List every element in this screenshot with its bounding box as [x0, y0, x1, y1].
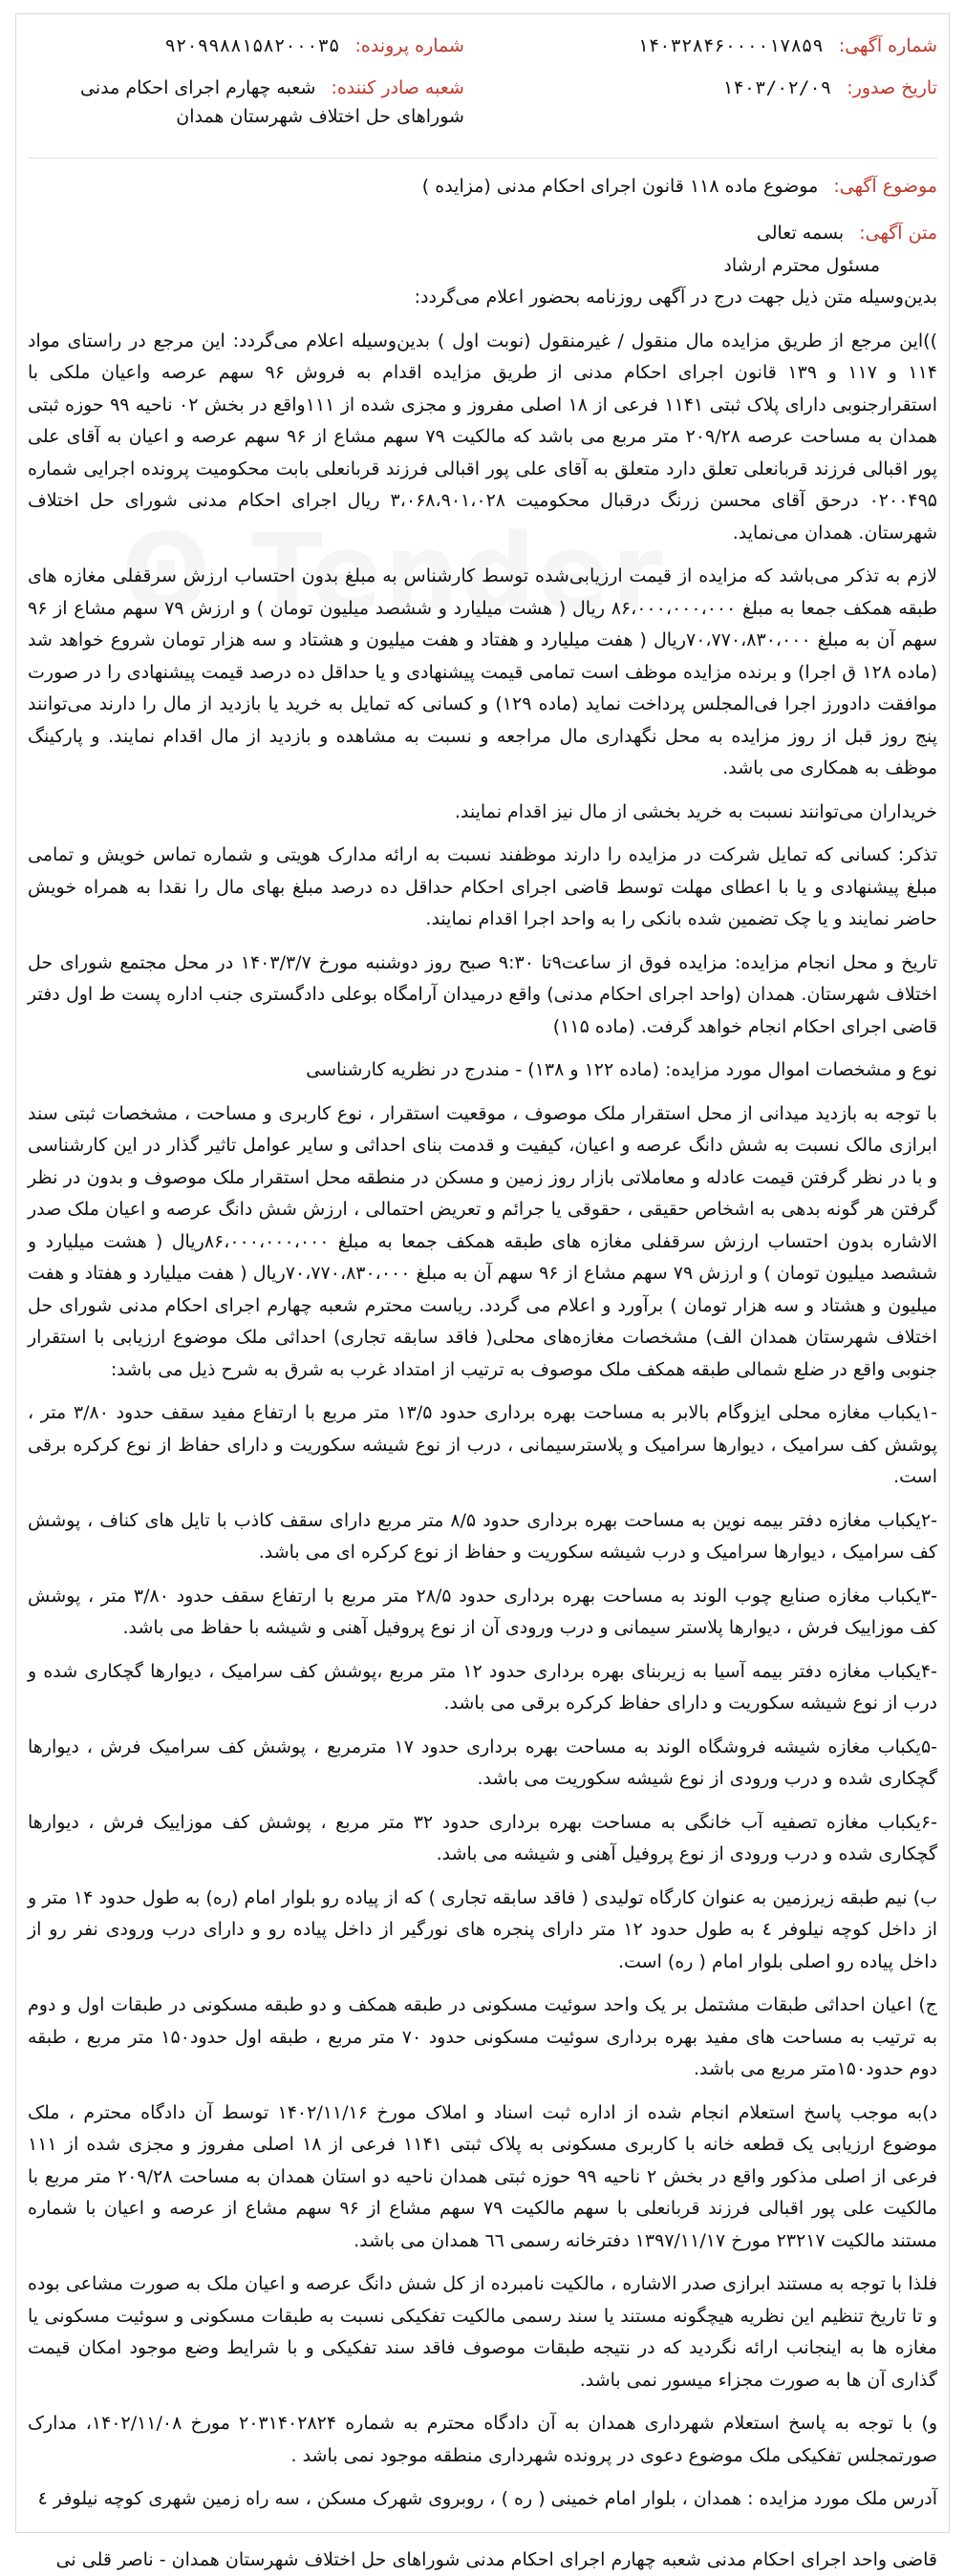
salutation: مسئول محترم ارشاد	[28, 250, 880, 283]
case-number-row	[28, 32, 464, 60]
subject-label: موضوع آگهی:	[833, 176, 937, 197]
notice-paragraph: با توجه به بازدید میدانی از محل استقرار ملک موصوف ، موقعیت استقرار ، نوع کاربری و مساحت ، مشخصات ثبتی سند ابرازی مالک نسبت به شش دانگ عرصه و اعیان، کیفیت و قدمت بنای احداثی و سایر عوامل تاثیر گذار در این کارشناسی و با در نظر گرفتن قیمت عادله و معاملاتی بازار روز زمین و مسکن در منطقه محل استقرار ملک موصوف و بدون در نظر گرفتن هر گونه بدهی به اشخاص حقیقی ، حقوقی یا جرائم و تعریض احتمالی ، ارزش شش دانگ عرصه و اعیان ملک صدر الاشاره بدون احتساب ارزش سرقفلی مغازه های طبقه همکف جمعا به مبلغ ۸۶،۰۰۰،۰۰۰،۰۰۰ریال ( هشت میلیارد و ششصد میلیون تومان ) و ارزش ۷۹ سهم مشاع از ۹۶ سهم آن به مبلغ ۷۰،۷۷۰،۸۳۰،۰۰۰ریال ( هفت میلیارد و هفتاد و هفت میلیون و هشتاد و سه هزار تومان ) برآورد و اعلام می گردد. ریاست محترم شعبه چهارم اجرای احکام مدنی شورای حل اختلاف شهرستان همدان الف) مشخصات مغازه‌های محلی( فاقد سابقه تجاری) احداثی ملک موضوع ارزیابی با استقرار جنوبی واقع در ضلع شمالی طبقه همکف ملک موصوف به ترتیب از امتداد غرب به شرق به شرح ذیل می باشد:	[28, 1098, 937, 1387]
issuer-row	[28, 74, 464, 131]
notice-paragraph: فلذا با توجه به مستند ابرازی صدر الاشاره ، مالکیت نامبرده از کل شش دانگ عرصه و اعیان ملک به صورت مشاعی بوده و تا تاریخ تنظیم این نظریه هیچگونه مستند یا سند رسمی مالکیت تفکیکی نسبت به طبقات مسکونی و سوئیت مسکونی یا مغازه ها به اینجانب ارائه نگردید که در نتیجه طبقات موصوف فاقد سند تفکیکی و با شرایط وضع موجود امکان قیمت گذاری آن ها به صورت مجزاء میسور نمی باشد.	[28, 2268, 937, 2396]
notice-paragraph: ب) نیم طبقه زیرزمین به عنوان کارگاه تولیدی ( فاقد سابقه تجاری ) که از پیاده رو بلوار امام (ره) به طول حدود ۱۴ متر و از داخل کوچه نیلوفر ٤ به طول حدود ۱۲ متر دارای پنجره های نورگیر از داخل پیاده رو و دارای درب ورودی نفر رو از داخل پیاده رو اصلی بلوار امام ( ره) است.	[28, 1883, 937, 1979]
notice-paragraph: -۶یکباب مغازه تصفیه آب خانگی به مساحت بهره برداری حدود ۳۲ متر مربع ، پوشش کف موزاییک فرش ، دیوارها گچکاری شده و درب ورودی از نوع پروفیل آهنی و شیشه می باشد.	[28, 1807, 937, 1871]
paragraph-list	[28, 282, 937, 2516]
notice-paragraph: ج) اعیان احداثی طبقات مشتمل بر یک واحد سوئیت مسکونی در طبقه همکف و دو طبقه مسکونی در طبقات اول و دوم به ترتیب به مساحت های مفید بهره برداری سوئیت مسکونی حدود ۷۰ متر مربع ، طبقه اول حدود۱۵۰ متر مربع ، طبقه دوم حدود۱۵۰متر مربع می باشد.	[28, 1990, 937, 2086]
notice-paragraph: -۲یکباب مغازه دفتر بیمه نوین به مساحت بهره برداری حدود ۸/۵ متر مربع دارای سقف کاذب با تایل های کناف ، پوشش کف سرامیک ، دیوارها سرامیک و درب شیشه سکوریت و حفاظ از نوع کرکره ای می باشد.	[28, 1505, 937, 1569]
notice-frame	[15, 13, 950, 2533]
notice-paragraph: تاریخ و محل انجام مزایده: مزایده فوق از ساعت۹تا ۹:۳۰ صبح روز دوشنبه مورخ ۱۴۰۳/۳/۷ در محل مجتمع شورای حل اختلاف شهرستان. همدان (واحد اجرای احکام مدنی) واقع درمیدان آرامگاه بوعلی دادگستری جنب اداره پست ط اول دفتر قاضی اجرای احکام انجام خواهد گرفت. (ماده ۱۱۵)	[28, 947, 937, 1044]
subject-value: موضوع ماده ۱۱۸ قانون اجرای احکام مدنی (مزایده )	[422, 176, 819, 197]
notice-paragraph: تذکر: کسانی که تمایل شرکت در مزایده را دارند موظفند نسبت به ارائه مدارک هویتی و شماره تماس خویش و تمامی مبلغ پیشنهادی و یا با اعطای مهلت توسط قاضی اجرای احکام حداقل ده درصد مبلغ بهای مال را نقدا به همراه خویش حاضر نمایند و یا چک تضمین شده بانکی را به واحد اجرا اقدام نمایند.	[28, 840, 937, 936]
header-divider	[28, 158, 937, 159]
case-number-label: شماره پرونده:	[355, 35, 464, 56]
notice-paragraph: -۴یکباب مغازه دفتر بیمه آسیا به زیربنای بهره برداری حدود ۱۲ متر مربع ،پوشش کف سرامیک ، دیوارها گچکاری شده و درب از نوع شیشه سکوریت و دارای حفاظ کرکره برقی می باشد.	[28, 1656, 937, 1720]
header-left-column	[28, 32, 464, 144]
text-label-row	[28, 218, 937, 250]
issue-date-row	[501, 74, 937, 102]
signature-line: قاضی واحد اجرای احکام مدنی شعبه چهارم اجرای احکام مدنی شوراهای حل اختلاف شهرستان همدان - ناصر قلی نی	[28, 2544, 937, 2576]
case-number-value: ۹۲۰۹۹۸۸۱۵۸۲۰۰۰۳۵	[164, 35, 339, 56]
notice-paragraph: -۵یکباب مغازه شیشه فروشگاه الوند به مساحت بهره برداری حدود ۱۷ مترمربع ، پوشش کف سرامیک فرش ، دیوارها گچکاری شده و درب ورودی از نوع شیشه سکوریت می باشد.	[28, 1732, 937, 1796]
ad-number-row	[501, 32, 937, 60]
ad-number-label: شماره آگهی:	[839, 35, 937, 56]
issuer-value: شعبه چهارم اجرای احکام مدنی شوراهای حل اختلاف شهرستان همدان	[80, 77, 464, 127]
bismillah: بسمه تعالی	[757, 223, 844, 244]
subject-row	[28, 176, 937, 197]
notice-paragraph: -۳یکباب مغازه صنایع چوب الوند به مساحت بهره برداری حدود ۲۸/۵ متر مربع با ارتفاع سقف حدود ۳/۸۰ متر ، پوشش کف موزاییک فرش ، دیوارها پلاستر سیمانی و درب ورودی آن از نوع پروفیل آهنی و شیشه با حفاظ می باشد.	[28, 1581, 937, 1645]
issue-date-label: تاریخ صدور:	[847, 77, 937, 98]
issuer-label: شعبه صادر کننده:	[331, 77, 464, 98]
notice-paragraph: نوع و مشخصات اموال مورد مزایده: (ماده ۱۲۲ و ۱۳۸) - مندرج در نظریه کارشناسی	[28, 1054, 937, 1087]
issue-date-value: ۱۴۰۳/۰۲/۰۹	[722, 77, 831, 98]
notice-paragraph: لازم به تذکر می‌باشد که مزایده از قیمت ارزیابی‌شده توسط کارشناس به مبلغ بدون احتساب ارزش سرقفلی مغازه های طبقه همکف جمعا به مبلغ ۸۶،۰۰۰،۰۰۰،۰۰۰ ریال ( هشت میلیارد و ششصد میلیون تومان ) و ارزش ۷۹ سهم مشاع از ۹۶ سهم آن به مبلغ ۷۰،۷۷۰،۸۳۰،۰۰۰ریال ( هفت میلیارد و هفتاد و هفت میلیون و هشتاد و سه هزار تومان شروع خواهد شد (ماده ۱۲۸ ق اجرا) و برنده مزایده موظف است تمامی قیمت پیشنهادی و یا حداقل ده درصد قیمت پیشنهادی را در صورت موافقت دادورز اجرا فی‌المجلس پرداخت نماید (ماده ۱۲۹) و کسانی که تمایل به خرید یا بازدید از مال را دارند می‌توانند پنج روز قبل از روز مزایده به محل نگهداری مال مراجعه و نسبت به مشاهده و بازدید از مال اقدام نمایند. و پارکینگ موظف به همکاری می باشد.	[28, 561, 937, 785]
notice-header	[28, 14, 937, 144]
notice-paragraph: خریداران می‌توانند نسبت به خرید بخشی از مال نیز اقدام نمایند.	[28, 797, 937, 829]
notice-paragraph: بدین‌وسیله متن ذیل جهت درج در آگهی روزنامه بحضور اعلام می‌گردد:	[28, 282, 937, 314]
notice-paragraph: ))این مرجع از طریق مزایده مال منقول / غیرمنقول (نوبت اول ) بدین‌وسیله اعلام می‌گردد: این مرجع در راستای مواد ۱۱۴ و ۱۱۷ و ۱۳۹ قانون اجرای احکام مدنی از طریق مزایده اقدام به فروش ۹۶ سهم عرصه واعیان ملکی با استقرارجنوبی دارای پلاک ثبتی ۱۱۴۱ فرعی از ۱۸ اصلی مفروز و مجزی شده از ۱۱۱واقع در بخش ۰۲ ناحیه ۹۹ حوزه ثبتی همدان به مساحت عرصه ۲۰۹/۲۸ متر مربع می باشد که مالکیت ۷۹ سهم مشاع از ۹۶ سهم عرصه و اعیان به آقای علی پور اقبالی فرزند قربانعلی تعلق دارد متعلق به آقای علی پور اقبالی فرزند قربانعلی بابت محکومیت پرونده اجرایی شماره ۰۲۰۰۴۹۵ درحق آقای محسن زرنگ درقبال محکومیت ۳،۰۶۸،۹۰۱،۰۲۸ ریال اجرای احکام مدنی شورای حل اختلاف شهرستان. همدان می‌نماید.	[28, 326, 937, 550]
text-label: متن آگهی:	[859, 223, 937, 244]
notice-paragraph: آدرس ملک مورد مزایده : همدان ، بلوار امام خمینی ( ره ) ، روبروی شهرک مسکن ، سه راه زمین شهری کوچه نیلوفر ٤	[28, 2483, 937, 2516]
notice-paragraph: د)به موجب پاسخ استعلام انجام شده از اداره ثبت اسناد و املاک مورخ ۱۴۰۲/۱۱/۱۶ توسط آن دادگاه محترم ، ملک موضوع ارزیابی یک قطعه خانه با کاربری مسکونی به پلاک ثبتی ۱۱۴۱ فرعی از ۱۸ اصلی مفروز و مجزی شده از ۱۱۱ فرعی از اصلی مذکور واقع در بخش ۲ ناحیه ۹۹ حوزه ثبتی همدان ناحیه دو استان همدان به مساحت ۲۰۹/۲۸ متر مربع با مالکیت علی پور اقبالی فرزند قربانعلی با سهم مالکیت ۷۹ سهم مشاع از ۹۶ سهم مشاع از عرصه و اعیان با شماره مستند مالکیت ۲۳۲۱۷ مورخ ۱۳۹۷/۱۱/۱۷ دفترخانه رسمی ٦٦ همدان می باشد.	[28, 2097, 937, 2258]
notice-paragraph: -۱یکباب مغازه محلی ایزوگام بالابر به مساحت بهره برداری حدود ۱۳/۵ متر مربع با ارتفاع مفید سقف حدود ۳/۸۰ متر ، پوشش کف سرامیک ، دیوارها سرامیک و پلاسترسیمانی ، درب از نوع شیشه سکوریت و دارای حفاظ از نوع کرکره برقی است.	[28, 1397, 937, 1494]
notice-body	[28, 218, 937, 2576]
notice-paragraph: و) با توجه به پاسخ استعلام شهرداری همدان به آن دادگاه محترم به شماره ۲۰۳۱۴۰۲۸۲۴ مورخ ۱۴۰۲/۱۱/۰۸، مدارک صورتمجلس تفکیکی ملک موضوع دعوی در پرونده شهرداری منطقه موجود نمی باشد .	[28, 2408, 937, 2472]
header-right-column	[501, 32, 937, 144]
ad-number-value: ۱۴۰۳۲۸۴۶۰۰۰۰۱۷۸۵۹	[637, 35, 823, 56]
